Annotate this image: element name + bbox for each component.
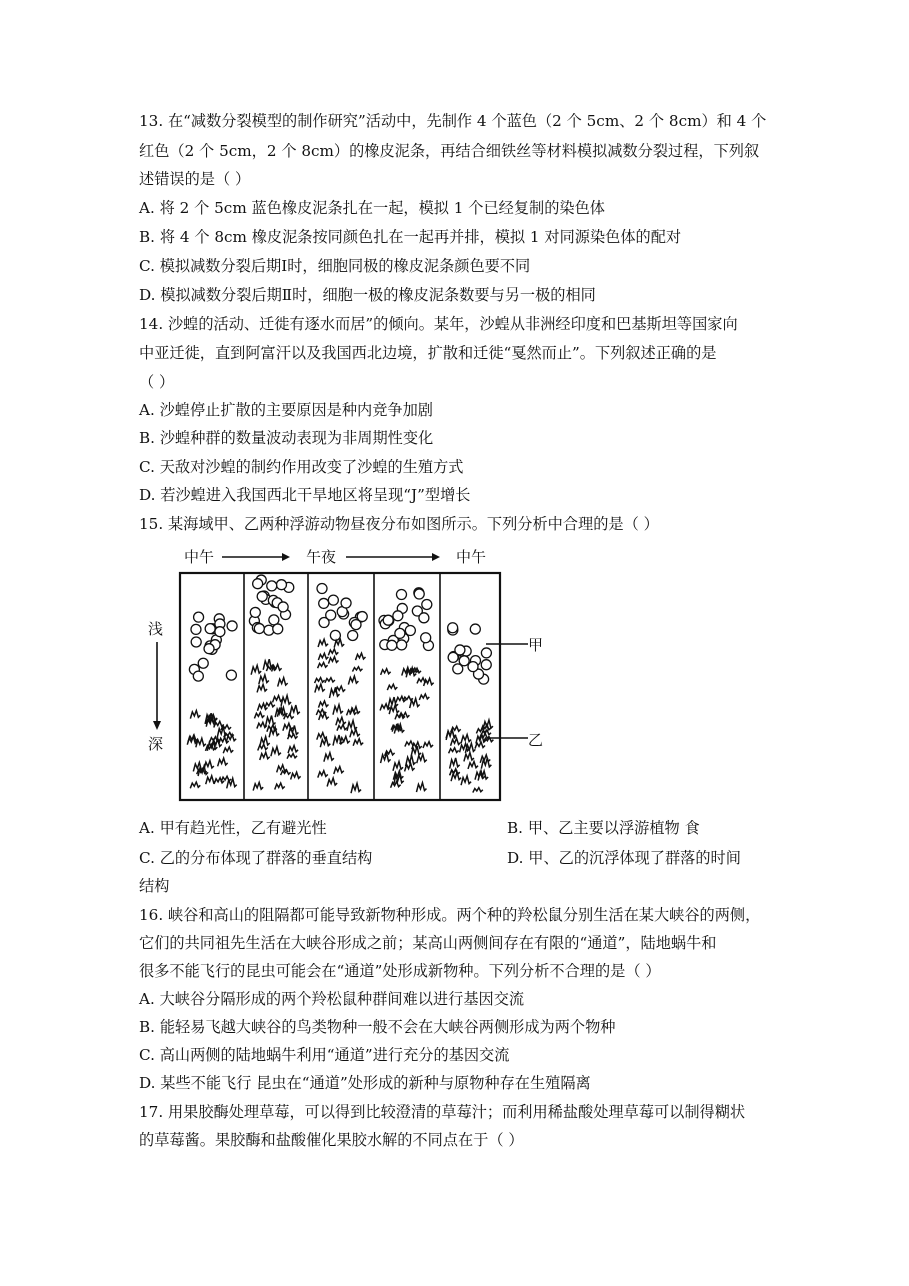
- species-jia-organism: [470, 624, 480, 634]
- species-jia-organism: [397, 640, 407, 650]
- species-jia-organism: [351, 620, 361, 630]
- species-yi-organism: [424, 678, 434, 686]
- plankton-distribution-figure: [140, 542, 560, 804]
- species-yi-organism: [393, 762, 403, 771]
- species-jia-organism: [250, 607, 260, 617]
- species-yi-organism: [254, 712, 264, 718]
- species-yi-organism: [334, 639, 344, 648]
- q14-stem-line-3: （ ）: [139, 373, 175, 391]
- species-yi-organism: [389, 705, 399, 714]
- species-label-yi: 乙: [528, 731, 544, 749]
- species-jia-organism: [330, 630, 340, 640]
- species-yi-organism: [317, 733, 327, 740]
- q17-stem-line-1: 17. 用果胶酶处理草莓，可以得到比较澄清的草莓汁；而利用稀盐酸处理草莓可以制得糊状: [139, 1103, 746, 1121]
- species-yi-organism: [258, 744, 268, 750]
- species-yi-organism: [328, 649, 338, 655]
- species-yi-organism: [410, 699, 420, 709]
- species-yi-organism: [451, 772, 461, 781]
- species-jia-organism: [481, 648, 491, 658]
- species-yi-organism: [190, 782, 200, 788]
- species-jia-organism: [194, 612, 204, 622]
- q15-stem: 15. 某海域甲、乙两种浮游动物昼夜分布如图所示。下列分析中合理的是（ ）: [139, 515, 659, 533]
- species-yi-organism: [251, 665, 261, 674]
- species-yi-organism: [281, 696, 291, 706]
- q13-option-d: D. 模拟减数分裂后期Ⅱ时，细胞一极的橡皮泥条数要与另一极的相同: [139, 286, 596, 304]
- q14-stem-line-1: 14. 沙蝗的活动、迁徙有逐水而居”的倾向。某年，沙蝗从非洲经印度和巴基斯坦等国家向: [139, 315, 738, 333]
- species-yi-organism: [271, 747, 281, 757]
- species-jia-organism: [191, 624, 201, 634]
- species-jia-organism: [481, 660, 491, 670]
- time-label-noon-2: 中午: [456, 548, 487, 566]
- species-yi-organism: [284, 714, 294, 719]
- species-yi-organism: [291, 772, 301, 779]
- species-yi-organism: [318, 701, 328, 708]
- species-yi-organism: [450, 758, 460, 769]
- species-yi-organism: [273, 696, 283, 703]
- species-jia-organism: [419, 613, 429, 623]
- species-yi-organism: [290, 705, 300, 715]
- species-yi-organism: [423, 742, 433, 748]
- species-yi-organism: [318, 653, 328, 660]
- q15-option-d: D. 甲、乙的沉浮体现了群落的时间: [507, 849, 741, 867]
- species-yi-organism: [315, 678, 325, 684]
- species-jia-organism: [276, 580, 286, 590]
- q16-option-a: A. 大峡谷分隔形成的两个羚松鼠种群间难以进行基因交流: [139, 990, 525, 1008]
- species-jia-organism: [348, 630, 358, 640]
- species-yi-organism: [336, 717, 346, 725]
- species-jia-organism: [273, 624, 283, 634]
- species-yi-organism: [257, 684, 267, 692]
- species-jia-organism: [387, 640, 397, 650]
- species-jia-organism: [227, 621, 237, 631]
- plankton-organisms: [187, 575, 493, 793]
- species-yi-organism: [328, 657, 338, 664]
- species-yi-organism: [275, 783, 285, 789]
- species-yi-organism: [218, 758, 228, 766]
- species-jia-organism: [459, 656, 469, 666]
- species-yi-organism: [387, 684, 397, 690]
- species-jia-organism: [448, 623, 458, 633]
- species-jia-organism: [191, 637, 201, 647]
- q14-option-d: D. 若沙蝗进入我国西北干旱地区将呈现“J”型增长: [139, 486, 471, 504]
- species-jia-organism: [468, 662, 478, 672]
- species-yi-organism: [352, 667, 362, 672]
- species-yi-organism: [350, 729, 360, 737]
- species-jia-organism: [215, 627, 225, 637]
- species-yi-organism: [355, 653, 365, 660]
- species-yi-organism: [288, 746, 298, 754]
- species-yi-organism: [204, 761, 214, 770]
- q16-stem-line-1: 16. 峡谷和高山的阻隔都可能导致新物种形成。两个种的羚松鼠分别生活在某大峡谷的两侧，: [139, 906, 761, 924]
- species-yi-organism: [347, 721, 357, 731]
- q16-option-c: C. 高山两侧的陆地蜗牛利用“通道”进行充分的基因交流: [139, 1046, 510, 1064]
- species-yi-organism: [324, 753, 334, 762]
- species-yi-organism: [320, 738, 330, 747]
- species-yi-organism: [450, 769, 460, 775]
- q15-option-a: A. 甲有趋光性，乙有避光性: [139, 819, 327, 837]
- species-yi-organism: [260, 752, 270, 760]
- species-jia-organism: [341, 598, 351, 608]
- q14-option-a: A. 沙蝗停止扩散的主要原因是种内竞争加剧: [139, 401, 433, 419]
- species-label-jia: 甲: [528, 636, 544, 654]
- species-jia-organism: [254, 624, 264, 634]
- species-yi-organism: [198, 766, 208, 776]
- species-yi-organism: [451, 738, 461, 745]
- q13-option-b: B. 将 4 个 8cm 橡皮泥条按同颜色扎在一起再并排，模拟 1 对同源染色体的配对: [139, 228, 682, 246]
- q15-option-b: B. 甲、乙主要以浮游植物 食: [507, 819, 700, 837]
- species-jia-organism: [257, 591, 267, 601]
- species-yi-organism: [416, 783, 426, 792]
- species-yi-organism: [348, 676, 358, 684]
- species-yi-organism: [327, 778, 337, 786]
- species-jia-organism: [226, 670, 236, 680]
- species-jia-organism: [193, 671, 203, 681]
- species-jia-organism: [319, 618, 329, 628]
- q13-stem-line-3: 述错误的是（ ）: [139, 170, 251, 188]
- q15-option-c: C. 乙的分布体现了群落的垂直结构: [139, 849, 373, 867]
- species-yi-organism: [353, 739, 363, 746]
- species-yi-organism: [287, 754, 297, 759]
- species-jia-organism: [328, 595, 338, 605]
- species-yi-organism: [449, 748, 459, 753]
- q14-stem-line-2: 中亚迁徙，直到阿富汗以及我国西北边境，扩散和迁徙“戛然而止”。下列叙述正确的是: [139, 344, 717, 362]
- species-yi-organism: [333, 705, 343, 715]
- species-jia-organism: [393, 611, 403, 621]
- species-yi-organism: [461, 735, 471, 743]
- species-yi-organism: [473, 788, 483, 793]
- depth-label-shallow: 浅: [148, 620, 164, 638]
- species-yi-organism: [464, 753, 474, 762]
- species-jia-organism: [205, 624, 215, 634]
- species-yi-organism: [253, 782, 263, 790]
- species-jia-organism: [317, 583, 327, 593]
- species-jia-organism: [422, 599, 432, 609]
- species-yi-organism: [196, 738, 206, 747]
- q14-option-c: C. 天敌对沙蝗的制约作用改变了沙蝗的生殖方式: [139, 458, 464, 476]
- species-yi-organism: [190, 711, 200, 719]
- q14-option-b: B. 沙蝗种群的数量波动表现为非周期性变化: [139, 429, 434, 447]
- species-jia-organism: [414, 589, 424, 599]
- species-yi-organism: [269, 727, 279, 737]
- species-yi-organism: [259, 675, 269, 684]
- q17-stem-line-2: 的草莓酱。果胶酶和盐酸催化果胶水解的不同点在于（ ）: [139, 1131, 524, 1149]
- q16-option-b: B. 能轻易飞越大峡谷的鸟类物种一般不会在大峡谷两侧形成为两个物种: [139, 1018, 616, 1036]
- species-jia-organism: [396, 590, 406, 600]
- species-yi-organism: [281, 770, 291, 775]
- species-jia-organism: [198, 658, 208, 668]
- species-yi-organism: [334, 767, 344, 774]
- species-jia-organism: [319, 598, 329, 608]
- species-yi-organism: [318, 639, 328, 647]
- species-jia-organism: [253, 579, 263, 589]
- species-yi-organism: [223, 747, 233, 753]
- species-yi-organism: [337, 725, 347, 731]
- species-yi-organism: [351, 783, 361, 793]
- species-yi-organism: [315, 684, 325, 692]
- species-jia-organism: [455, 645, 465, 655]
- species-jia-organism: [421, 633, 431, 643]
- q15-option-d-continued: 结构: [139, 877, 170, 895]
- species-yi-organism: [318, 771, 328, 778]
- species-yi-organism: [417, 754, 427, 763]
- species-jia-organism: [383, 615, 393, 625]
- species-yi-organism: [265, 702, 275, 708]
- species-yi-organism: [391, 782, 401, 788]
- species-jia-organism: [278, 602, 288, 612]
- q13-stem-line-2: 红色（2 个 5cm，2 个 8cm）的橡皮泥条，再结合细铁丝等材料模拟减数分裂过程，下列叙: [139, 142, 760, 160]
- species-yi-organism: [265, 716, 275, 727]
- q16-stem-line-3: 很多不能飞行的昆虫可能会在“通道”处形成新物种。下列分析不合理的是（ ）: [139, 962, 661, 980]
- time-label-midnight: 午夜: [306, 548, 337, 566]
- species-yi-organism: [318, 662, 328, 668]
- species-jia-organism: [395, 628, 405, 638]
- species-jia-organism: [405, 625, 415, 635]
- q13-option-c: C. 模拟减数分裂后期Ⅰ时，细胞同极的橡皮泥条颜色要不同: [139, 257, 531, 275]
- species-yi-organism: [381, 669, 391, 675]
- q16-stem-line-2: 它们的共同祖先生活在大峡谷形成之前；某高山两侧间存在有限的“通道”，陆地蜗牛和: [139, 934, 717, 952]
- species-yi-organism: [278, 678, 288, 687]
- species-yi-organism: [319, 713, 329, 720]
- species-yi-organism: [419, 694, 429, 700]
- species-jia-organism: [204, 644, 214, 654]
- species-yi-organism: [221, 776, 231, 782]
- species-yi-organism: [468, 762, 478, 769]
- species-yi-organism: [461, 776, 471, 785]
- species-yi-organism: [325, 678, 335, 683]
- q16-option-d: D. 某些不能飞行 昆虫在“通道”处形成的新种与原物种存在生殖隔离: [139, 1074, 591, 1092]
- species-yi-organism: [283, 723, 293, 730]
- q13-stem-line-1: 13. 在“减数分裂模型的制作研究”活动中，先制作 4 个蓝色（2 个 5cm、2 个 8cm）和 4 个: [139, 112, 767, 130]
- time-label-noon-1: 中午: [184, 548, 215, 566]
- q13-option-a: A. 将 2 个 5cm 蓝色橡皮泥条扎在一起，模拟 1 个已经复制的染色体: [139, 199, 605, 217]
- depth-label-deep: 深: [148, 735, 164, 753]
- species-jia-organism: [267, 581, 277, 591]
